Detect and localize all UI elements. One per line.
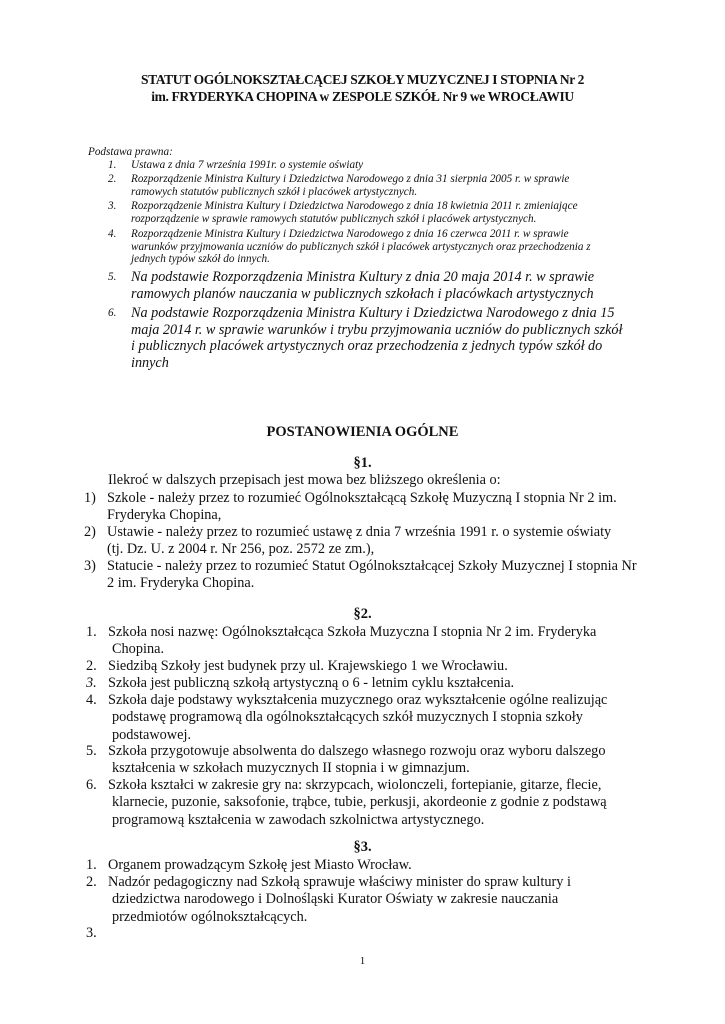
legal-basis-item-line: Na podstawie Rozporządzenia Ministra Kultury z dnia 20 maja 2014 r. w sprawie xyxy=(131,269,595,285)
document-title-line-1: STATUT OGÓLNOKSZTAŁCĄCEJ SZKOŁY MUZYCZNEJ I STOPNIA Nr 2 xyxy=(140,72,585,87)
list-item-line: dziedzictwa narodowego i Dolnośląski Kurator Oświaty w zakresie nauczania xyxy=(112,891,559,908)
list-item-number: 4. xyxy=(86,692,97,708)
list-item-line: Ustawie - należy przez to rozumieć ustawę z dnia 7 września 1991 r. o systemie oświaty xyxy=(107,524,612,540)
legal-basis-item-line: Rozporządzenie Ministra Kultury i Dziedzictwa Narodowego z dnia 18 kwietnia 2011 r. zmieniające xyxy=(131,200,578,212)
list-item-line: Organem prowadzącym Szkołę jest Miasto Wrocław. xyxy=(108,857,412,873)
legal-basis-item-line: i publicznych placówek artystycznych oraz przechodzenia z jednych typów szkół do xyxy=(131,338,603,354)
list-item-line: Nadzór pedagogiczny nad Szkołą sprawuje właściwy minister do spraw kultury i xyxy=(108,874,571,890)
list-item-number: 1) xyxy=(84,490,96,506)
list-item-number: 3) xyxy=(84,558,96,574)
list-item-line: Szkoła daje podstawy wykształcenia muzycznego oraz wykształcenie ogólne realizując xyxy=(108,692,608,708)
legal-basis-list xyxy=(88,159,718,379)
list-item-line: Chopina. xyxy=(112,641,165,658)
list-item-line: kształcenia w szkołach muzycznych II stopnia i w gimnazjum. xyxy=(112,760,470,777)
legal-basis-item-line: jednych typów szkół do innych. xyxy=(131,253,270,265)
list-item-line: Szkoła nosi nazwę: Ogólnokształcąca Szkoła Muzyczna I stopnia Nr 2 im. Fryderyka xyxy=(108,624,597,640)
legal-basis-item-number: 5. xyxy=(108,271,117,283)
list-item-number: 2) xyxy=(84,524,96,540)
legal-basis-item-line: Rozporządzenie Ministra Kultury i Dziedzictwa Narodowego z dnia 31 sierpnia 2005 r. w sprawie xyxy=(131,173,570,185)
legal-basis-item-line: Rozporządzenie Ministra Kultury i Dziedzictwa Narodowego z dnia 16 czerwca 2011 r. w sprawie xyxy=(131,228,569,240)
list-item-line: Szkoła kształci w zakresie gry na: skrzypcach, wiolonczeli, fortepianie, gitarze, flecie, xyxy=(108,777,602,793)
paragraph-1-intro: Ilekroć w dalszych przepisach jest mowa bez bliższego określenia o: xyxy=(108,472,501,488)
list-item-number: 3. xyxy=(86,925,97,941)
page-number: 1 xyxy=(359,955,366,967)
list-item-line: Szkoła przygotowuje absolwenta do dalszego własnego rozwoju oraz wyboru dalszego xyxy=(108,743,606,759)
section-heading: POSTANOWIENIA OGÓLNE xyxy=(266,424,459,440)
list-item xyxy=(84,490,684,526)
legal-basis-item-number: 2. xyxy=(108,173,117,185)
list-item-line: podstawowej. xyxy=(112,726,192,743)
legal-basis-item-number: 1. xyxy=(108,159,117,171)
list-item-number: 6. xyxy=(86,777,97,793)
list-item-line: 2 im. Fryderyka Chopina. xyxy=(107,575,255,592)
list-item-line: Szkole - należy przez to rozumieć Ogólnokształcącą Szkołę Muzyczną I stopnia Nr 2 im. xyxy=(107,490,617,506)
legal-basis-item-line: innych xyxy=(131,354,169,371)
legal-basis-item-number: 6. xyxy=(108,307,117,319)
legal-basis-item-line: rozporządzenie w sprawie ramowych statutów publicznych szkół i placówek artystycznych. xyxy=(131,212,537,225)
list-item-line: programową kształcenia w zawodach szkolnictwa artystycznego. xyxy=(112,811,485,828)
legal-basis-item-line: maja 2014 r. w sprawie warunków i trybu przyjmowania uczniów do publicznych szkół xyxy=(131,321,623,338)
legal-basis-item-line: ramowych planów nauczania w publicznych szkołach i placówkach artystycznych xyxy=(131,285,594,302)
legal-basis-item-line: Na podstawie Rozporządzenia Ministra Kultury i Dziedzictwa Narodowego z dnia 15 xyxy=(131,305,615,321)
legal-basis-item-line: warunków przyjmowania uczniów do publicznych szkół i placówek artystycznych oraz przechodzenia z xyxy=(131,240,591,253)
list-item-line: Szkoła jest publiczną szkołą artystyczną o 6 - letnim cyklu kształcenia. xyxy=(108,675,515,691)
list-item-number: 3. xyxy=(86,675,97,691)
document-title-line-2: im. FRYDERYKA CHOPINA w ZESPOLE SZKÓŁ Nr 9 we WROCŁAWIU xyxy=(151,89,574,104)
legal-basis-item-number: 3. xyxy=(108,200,117,212)
list-item-number: 1. xyxy=(86,857,97,873)
list-item-line: Siedzibą Szkoły jest budynek przy ul. Krajewskiego 1 we Wrocławiu. xyxy=(108,658,508,674)
list-item-line: przedmiotów ogólnokształcących. xyxy=(112,908,308,925)
list-item xyxy=(84,558,684,594)
list-item-line: (tj. Dz. U. z 2004 r. Nr 256, poz. 2572 ze zm.), xyxy=(107,541,375,558)
list-item-line: podstawę programową dla ogólnokształcących szkół muzycznych I stopnia szkoły xyxy=(112,709,583,726)
list-item-line: Fryderyka Chopina, xyxy=(107,507,222,524)
paragraph-mark-3: §3. xyxy=(353,839,372,855)
paragraph-mark-1: §1. xyxy=(353,455,372,471)
legal-basis-item-number: 4. xyxy=(108,228,117,240)
legal-basis-item-line: ramowych statutów publicznych szkół i placówek artystycznych. xyxy=(131,185,418,198)
list-item-line: Statucie - należy przez to rozumieć Statut Ogólnokształcącej Szkoły Muzycznej I stopnia Nr xyxy=(107,558,637,574)
paragraph-mark-2: §2. xyxy=(353,606,372,622)
list-item-number: 2. xyxy=(86,874,97,890)
list-item-number: 2. xyxy=(86,658,97,674)
list-item-number: 5. xyxy=(86,743,97,759)
list-item xyxy=(84,524,684,560)
list-item-number: 1. xyxy=(86,624,97,640)
list-item-line: klarnecie, puzonie, saksofonie, trąbce, tubie, perkusji, akordeonie z godnie z podstawą xyxy=(112,794,607,811)
legal-basis-item-line: Ustawa z dnia 7 września 1991r. o systemie oświaty xyxy=(131,159,364,171)
legal-basis-label: Podstawa prawna: xyxy=(88,146,173,158)
